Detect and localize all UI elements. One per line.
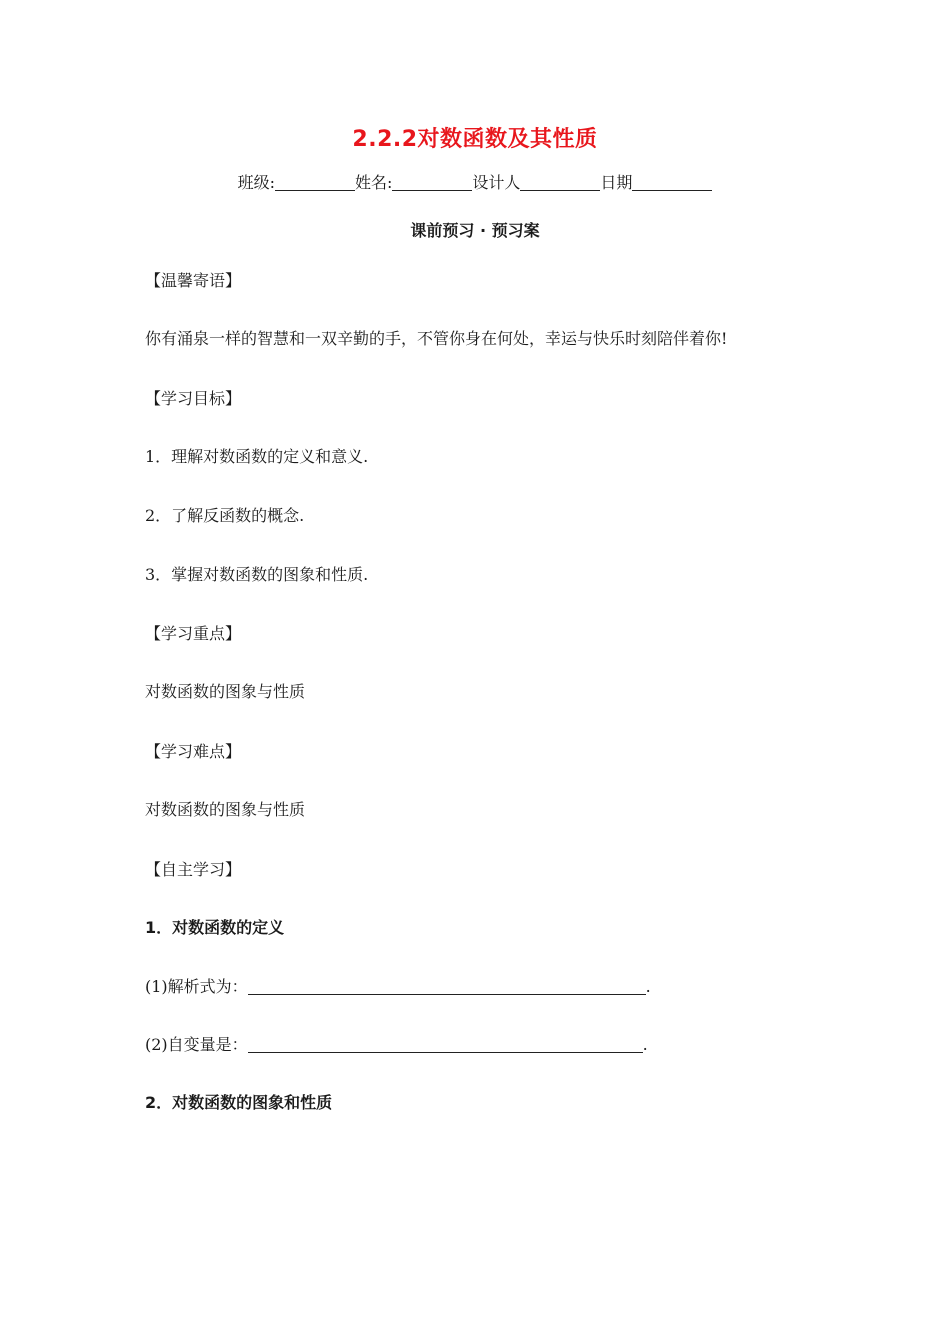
date-blank[interactable]	[632, 174, 712, 191]
definition-heading: 1．对数函数的定义	[145, 918, 285, 937]
class-blank[interactable]	[275, 174, 355, 191]
date-label: 日期	[600, 173, 633, 192]
difficult-points-heading: 【学习难点】	[145, 742, 242, 761]
document-title: 2.2.2对数函数及其性质	[352, 127, 598, 152]
variable-answer-blank[interactable]	[248, 1036, 643, 1053]
goal-item: 3．掌握对数函数的图象和性质.	[145, 565, 369, 584]
name-label: 姓名:	[354, 173, 393, 192]
designer-label: 设计人	[472, 173, 521, 192]
key-points-text: 对数函数的图象与性质	[145, 682, 306, 701]
designer-blank[interactable]	[520, 174, 600, 191]
greeting-heading: 【温馨寄语】	[145, 271, 242, 290]
class-label: 班级:	[237, 173, 275, 192]
formula-period: .	[645, 977, 651, 996]
formula-answer-blank[interactable]	[248, 978, 646, 995]
variable-question	[145, 1032, 648, 1055]
difficult-points-text: 对数函数的图象与性质	[145, 800, 306, 819]
graph-properties-heading: 2．对数函数的图象和性质	[145, 1093, 333, 1112]
student-info-line	[0, 170, 950, 193]
goal-item: 1．理解对数函数的定义和意义.	[145, 447, 369, 466]
formula-label: (1)解析式为：	[145, 977, 248, 996]
self-study-heading: 【自主学习】	[145, 860, 242, 879]
goal-item: 2．了解反函数的概念.	[145, 506, 305, 525]
section-subheading: 课前预习 · 预习案	[410, 221, 540, 240]
variable-label: (2)自变量是：	[145, 1035, 248, 1054]
goals-heading: 【学习目标】	[145, 389, 242, 408]
formula-question	[145, 974, 651, 997]
variable-period: .	[642, 1035, 648, 1054]
name-blank[interactable]	[392, 174, 472, 191]
key-points-heading: 【学习重点】	[145, 624, 242, 643]
greeting-text: 你有涌泉一样的智慧和一双辛勤的手，不管你身在何处，幸运与快乐时刻陪伴着你!	[145, 329, 728, 348]
